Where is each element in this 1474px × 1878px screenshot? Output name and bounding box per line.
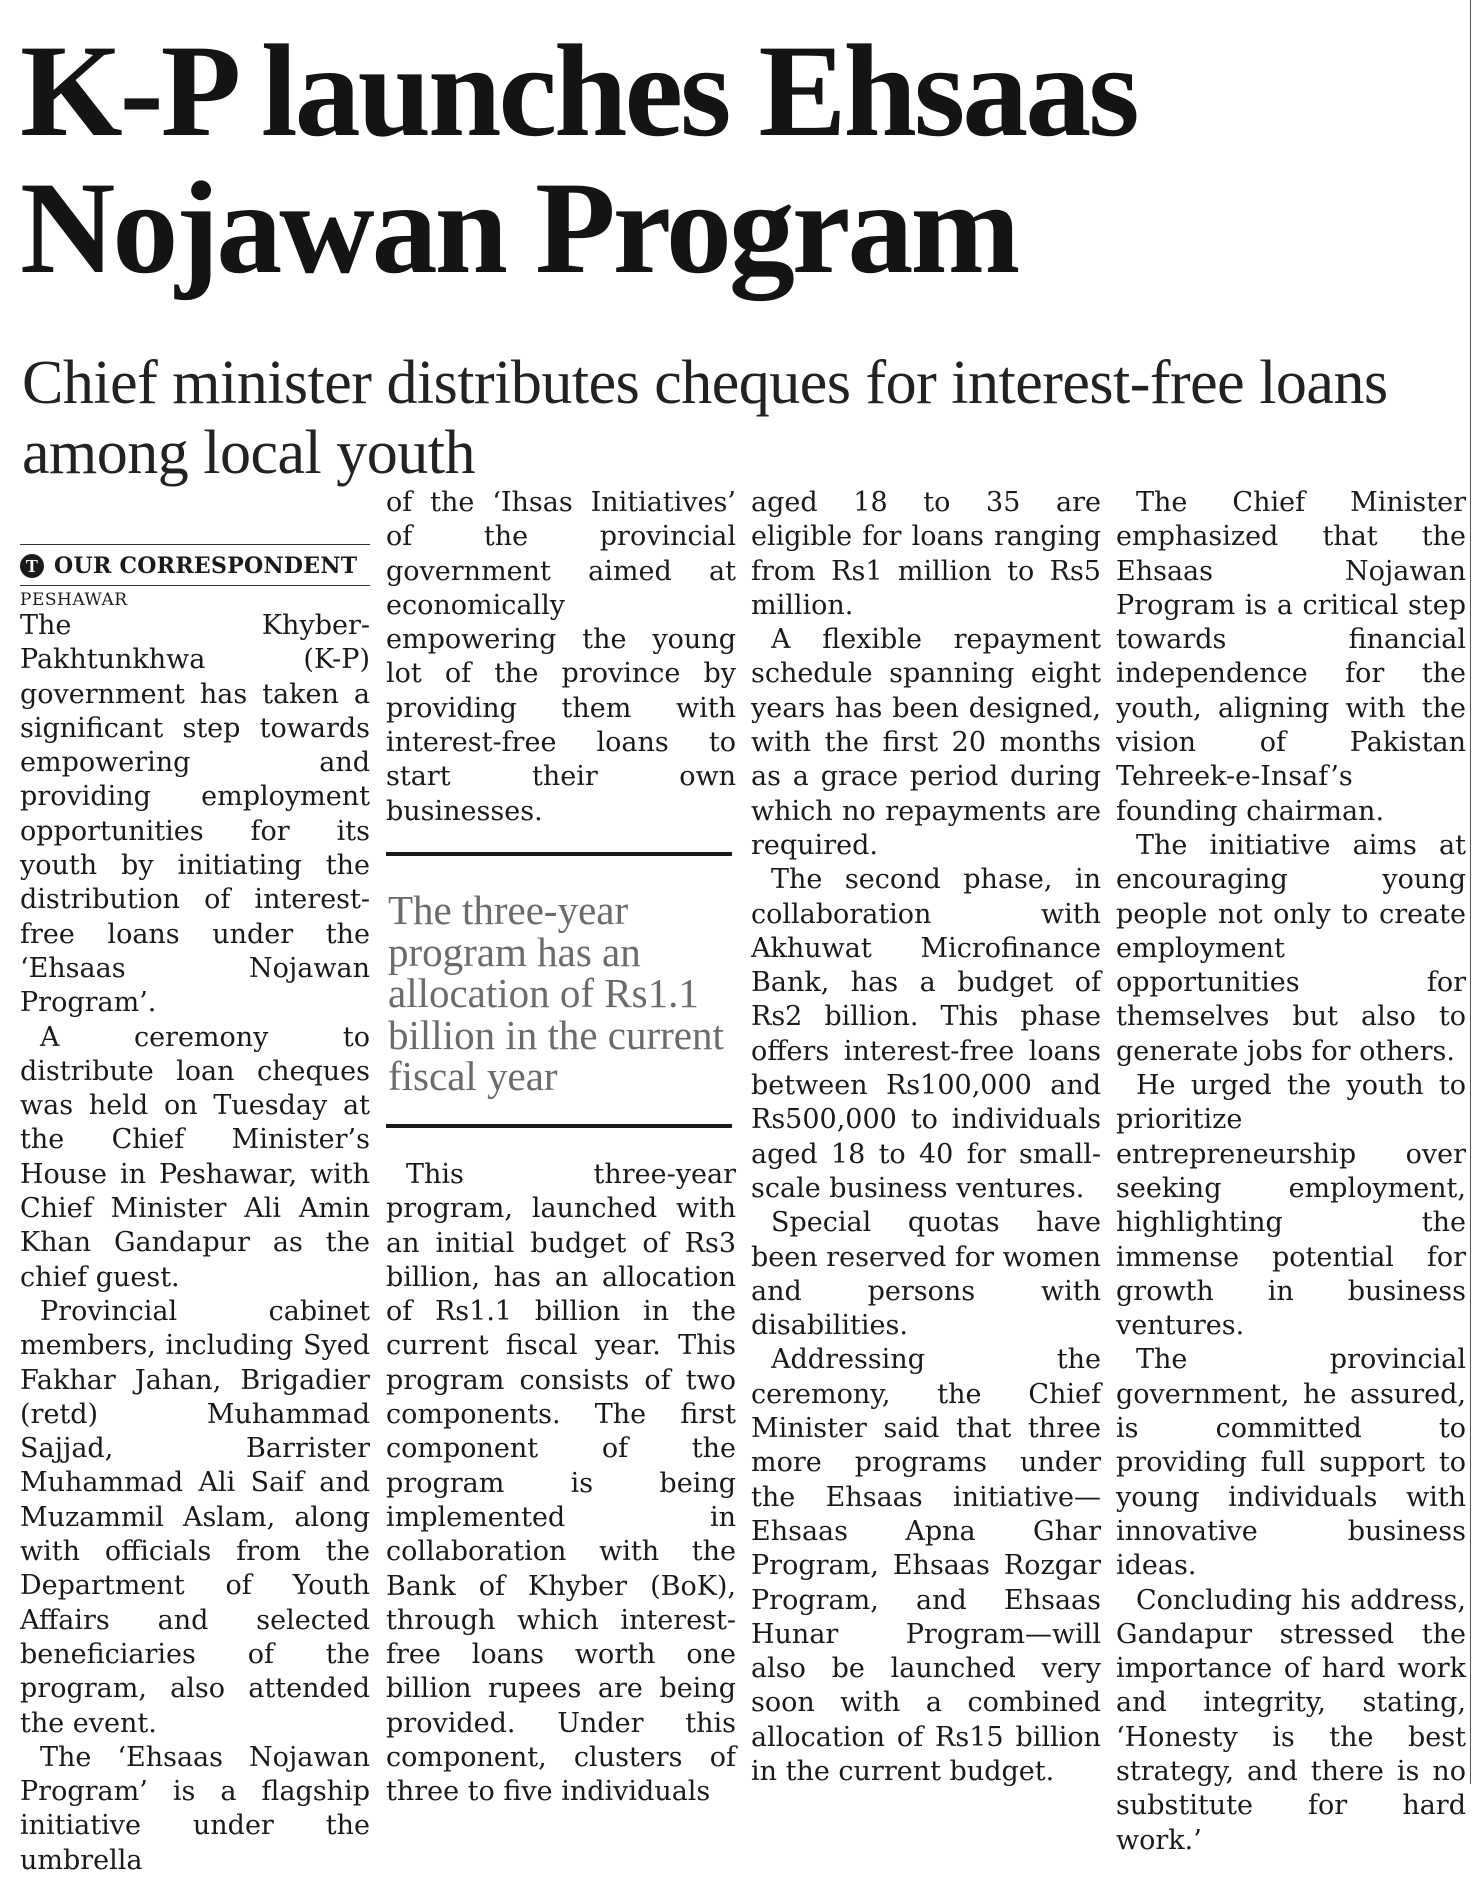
paragraph: of the ‘Ihsas Initiatives’ of the provincial government aimed at economically empowering the young lot of the province by providing them with interest-free loans to start their own businesses. — [386, 487, 736, 827]
paragraph: A ceremony to distribute loan cheques was held on Tuesday at the Chief Minister’s House in Peshawar, with Chief Minister Ali Amin Khan Gandapur as the chief guest. — [20, 1021, 370, 1293]
paragraph: A flexible repayment schedule spanning eight years has been designed, with the first 20 months as a grace period during which no repayments are required. — [751, 624, 1101, 861]
page-edge-rule — [1470, 0, 1471, 1784]
paragraph: The provincial government, he assured, is committed to providing full support to young individuals with innovative business ideas. — [1116, 1344, 1466, 1582]
paragraph: This three-year program, launched with an initial budget of Rs3 billion, has an allocation of Rs1.1 billion in the current fiscal year. This program consists of two components. The first component of the program is being implemented in collaboration with the Bank of Khyber (BoK), through which interest-free loans worth one billion rupees are being provided. Under this component, clusters of three to five individuals — [386, 1159, 736, 1808]
paragraph: Provincial cabinet members, including Syed Fakhar Jahan, Brigadier (retd) Muhammad Sajjad, Barrister Muhammad Ali Saif and Muzammil Aslam, along with officials from the Department of Youth Affairs and selected beneficiaries of the program, also attended the event. — [20, 1295, 370, 1739]
article-column-2-continued — [386, 1158, 736, 1808]
paragraph: The Chief Minister emphasized that the Ehsaas Nojawan Program is a critical step towards financial independence for the youth, aligning with the vision of Pakistan Tehreek-e-Insaf’s founding chairman. — [1116, 487, 1466, 827]
paragraph: The second phase, in collaboration with Akhuwat Microfinance Bank, has a budget of Rs2 billion. This phase offers interest-free loans between Rs100,000 and Rs500,000 to individuals aged 18 to 40 for small-scale business ventures. — [751, 864, 1101, 1204]
pull-quote — [386, 852, 732, 1128]
dateline: PESHAWAR — [20, 590, 128, 610]
article-column-2 — [386, 486, 736, 827]
pull-quote-text: The three-year program has an allocation of Rs1.1 billion in the current fiscal year — [388, 887, 724, 1099]
headline: K-P launches Ehsaas Nojawan Program — [20, 17, 1137, 301]
paragraph: Special quotas have been reserved for women and persons with disabilities. — [751, 1207, 1102, 1342]
article-column-3 — [751, 486, 1102, 1787]
byline-text: OUR CORRESPONDENT — [54, 553, 358, 579]
article-column-1 — [20, 547, 370, 1876]
subheadline: Chief minister distributes cheques for interest-free loans among local youth — [22, 349, 1388, 487]
paragraph: The Khyber-Pakhtunkhwa (K-P) government has taken a significant step towards empowering and providing employment opportunities for its youth by initiating the distribution of interest-free loans under the ‘Ehsaas Nojawan Program’. — [20, 610, 370, 1019]
paragraph: The initiative aims at encouraging young people not only to create employment opportunities for themselves but also to generate jobs for others. — [1116, 829, 1466, 1067]
article-column-4 — [1116, 486, 1466, 1856]
paragraph: He urged the youth to prioritize entrepreneurship over seeking employment, highlighting the immense potential for growth in business ventures. — [1116, 1070, 1466, 1342]
newspaper-logo-icon: T — [20, 554, 44, 578]
paragraph: aged 18 to 35 are eligible for loans ranging from Rs1 million to Rs5 million. — [751, 487, 1101, 621]
paragraph: The ‘Ehsaas Nojawan Program’ is a flagship initiative under the umbrella — [20, 1741, 370, 1876]
paragraph: Addressing the ceremony, the Chief Minister said that three more programs under the Ehsaas initiative—Ehsaas Apna Ghar Program, Ehsaas Rozgar Program, and Ehsaas Hunar Program—will also be launched very soon with a combined allocation of Rs15 billion in the current budget. — [751, 1344, 1101, 1787]
paragraph: Concluding his address, Gandapur stressed the importance of hard work and integrity, stating, ‘Honesty is the best strategy, and there is no substitute for hard work.’ — [1116, 1584, 1466, 1856]
